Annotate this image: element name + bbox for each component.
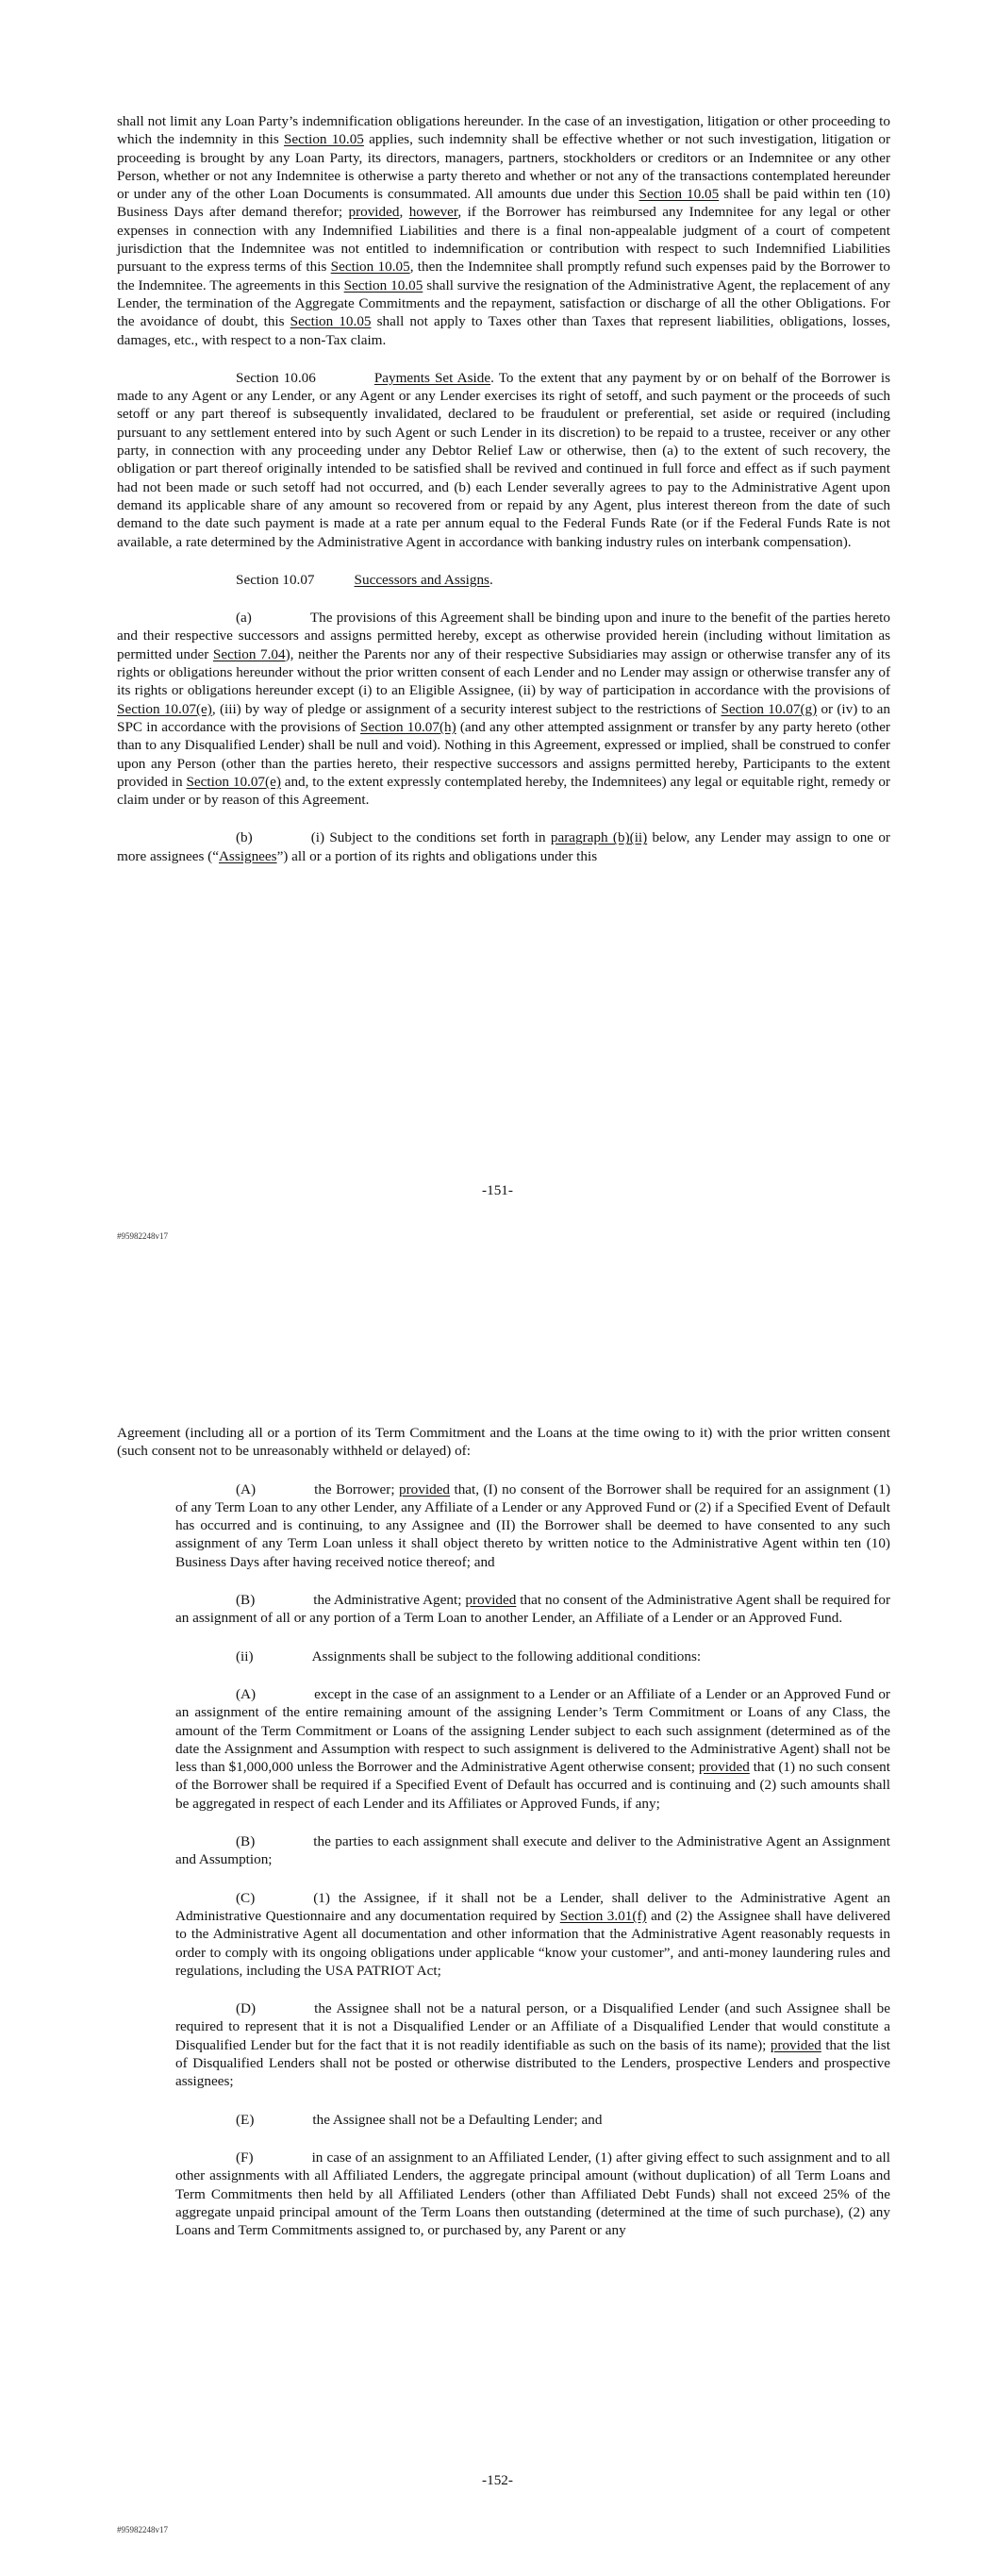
page-body: [117, 1424, 890, 2259]
section-reference: Section 10.05: [290, 313, 372, 330]
defined-term: provided: [698, 1759, 750, 1776]
clause-label: (B): [236, 1592, 256, 1609]
section-reference: Section 10.05: [638, 186, 720, 203]
clause-label: (ii): [236, 1648, 254, 1664]
clause-label: (A): [236, 1685, 257, 1702]
section-reference: Section 3.01(f): [559, 1907, 647, 1924]
section-reference: Section 10.07(e): [186, 773, 281, 790]
section-title: Successors and Assigns: [354, 571, 489, 588]
clause-label: (D): [236, 2000, 257, 2017]
section-number: Section 10.07: [236, 571, 315, 588]
condition-A-minimum-amount: (A) except in the case of an assignment to a Lender or an Affiliate of a Lender or an Approved Fund or an assignment of the entire remaining amount of the assigning Lender’s Term Commitment or Loans of any Class, the amount of the Term Commitment or Loans of the assigning Lender subject to each such assignment (determined as of the date the Assignment and Assumption with respect to such assignment is delivered to the Administrative Agent) shall not be less than $1,000,000 unless the Borrower and the Administrative Agent otherwise consent; provided that (1) no such consent of the Borrower shall be required if a Specified Event of Default has occurred and is continuing and (2) such amounts shall be aggregated in respect of each Lender and its Affiliates or Approved Funds, if any;: [175, 1685, 890, 1812]
section-reference: paragraph (b)(ii): [550, 829, 648, 846]
document-id: #95982248v17: [117, 2525, 168, 2534]
clause-label: (B): [236, 1833, 256, 1850]
section-number: Section 10.06: [236, 369, 316, 386]
defined-term: provided: [348, 204, 400, 221]
defined-term: provided: [399, 1480, 451, 1497]
clause-label: (F): [236, 2149, 254, 2166]
defined-term: provided: [770, 2036, 821, 2053]
clause-A-borrower: (A) the Borrower; provided that, (I) no consent of the Borrower shall be required for an assignment (1) of any Term Loan to any other Lender, any Affiliate of a Lender or any Approved Fund or (2) if a Specified Event of Default has occurred and is continuing, to any Assignee and (II) the Borrower shall be deemed to have consented to any such assignment of any Term Loan unless it shall object thereto by written notice to the Administrative Agent within ten (10) Business Days after having received notice thereof; and: [175, 1480, 890, 1570]
paragraph-section-10-05-continued: shall not limit any Loan Party’s indemnification obligations hereunder. In the case of an investigation, litigation or other proceeding to which the indemnity in this Section 10.05 applies, such indemnity shall be effective whether or not such investigation, litigation or proceeding is brought by any Loan Party, its directors, managers, partners, stockholders or creditors or an Indemnitee or any other Person, whether or not any Indemnitee is otherwise a party thereto and whether or not any of the transactions contemplated hereunder or under any of the other Loan Documents is consummated. All amounts due under this Section 10.05 shall be paid within ten (10) Business Days after demand therefor; provided, however, if the Borrower has reimbursed any Indemnitee for any legal or other expenses in connection with any Indemnified Liabilities and there is a final non-appealable judgment of a court of competent jurisdiction that the Indemnitee was not entitled to indemnification or contribution with respect to such Indemnified Liabilities pursuant to the express terms of this Section 10.05, then the Indemnitee shall promptly refund such expenses paid by the Borrower to the Indemnitee. The agreements in this Section 10.05 shall survive the resignation of the Administrative Agent, the replacement of any Lender, the termination of the Aggregate Commitments and the repayment, satisfaction or discharge of all the other Obligations. For the avoidance of doubt, this Section 10.05 shall not apply to Taxes other than Taxes that represent liabilities, obligations, losses, damages, etc., with respect to a non-Tax claim.: [117, 113, 890, 348]
condition-C-questionnaire: (C) (1) the Assignee, if it shall not be a Lender, shall deliver to the Administrative Agent an Administrative Questionnaire and any documentation required by Section 3.01(f) and (2) the Assignee shall have delivered to the Administrative Agent all documentation and other information that the Administrative Agent reasonably requests in order to comply with its ongoing obligations under applicable “know your customer”, and anti-money laundering rules and regulations, including the USA PATRIOT Act;: [175, 1889, 890, 1979]
page-body: [117, 112, 890, 885]
clause-B-administrative-agent: (B) the Administrative Agent; provided that no consent of the Administrative Agent shall be required for an assignment of all or any portion of a Term Loan to another Lender, an Affiliate of a Lender or an Approved Fund.: [175, 1592, 890, 1627]
paragraph-continued: Agreement (including all or a portion of its Term Commitment and the Loans at the time owing to it) with the prior written consent (such consent not to be unreasonably withheld or delayed) of:: [117, 1425, 890, 1460]
paragraph-10-07-b: (b) (i) Subject to the conditions set forth in paragraph (b)(ii) below, any Lender may assign to one or more assignees (“Assignees”) all or a portion of its rights and obligations under this: [117, 829, 890, 864]
clause-label: (A): [236, 1480, 257, 1497]
document-id: #95982248v17: [117, 1231, 168, 1241]
clause-label: (a): [236, 610, 252, 627]
section-reference: Section 10.07(h): [360, 718, 456, 735]
clause-ii-additional-conditions: (ii) Assignments shall be subject to the following additional conditions:: [236, 1648, 702, 1664]
section-10-07-heading: Section 10.07 Successors and Assigns.: [236, 571, 493, 588]
defined-term: provided: [465, 1592, 517, 1609]
section-reference: Section 10.05: [283, 131, 364, 148]
section-reference: Section 10.05: [330, 259, 410, 276]
section-title: Payments Set Aside: [373, 369, 491, 386]
defined-term: Assignees: [218, 847, 277, 864]
condition-D-natural-person: (D) the Assignee shall not be a natural person, or a Disqualified Lender (and such Assignee shall be required to represent that it is not a Disqualified Lender or an Affiliate of a Disqualified Lender that would constitute a Disqualified Lender but for the fact that it is not readily identifiable as such on the basis of its name); provided that the list of Disqualified Lenders shall not be posted or otherwise distributed to the Lenders, prospective Lenders and prospective assignees;: [175, 2000, 890, 2090]
clause-label: (E): [236, 2111, 255, 2128]
page-number: -151-: [482, 1182, 513, 1198]
condition-B-assignment-assumption: (B) the parties to each assignment shall execute and deliver to the Administrative Agent an Assignment and Assumption;: [175, 1833, 890, 1868]
paragraph-section-10-06: Section 10.06 Payments Set Aside. To the extent that any payment by or on behalf of the Borrower is made to any Agent or any Lender, or any Agent or any Lender exercises its right of setoff, and such payment or the proceeds of such setoff or any part thereof is subsequently invalidated, declared to be fraudulent or preferential, set aside or required (including pursuant to any settlement entered into by such Agent or such Lender in its discretion) to be repaid to a trustee, receiver or any other party, in connection with any proceeding under any Debtor Relief Law or otherwise, then (a) to the extent of such recovery, the obligation or part thereof originally intended to be satisfied shall be revived and continued in full force and effect as if such payment had not been made or such setoff had not occurred, and (b) each Lender severally agrees to pay to the Administrative Agent upon demand its applicable share of any amount so recovered from or repaid by any Agent, plus interest thereon from the date of such demand to the date such payment is made at a rate per annum equal to the Federal Funds Rate (or if the Federal Funds Rate is not available, a rate determined by the Administrative Agent in accordance with banking industry rules on interbank compensation).: [117, 369, 890, 550]
condition-F-affiliated-lender: (F) in case of an assignment to an Affiliated Lender, (1) after giving effect to such assignment and to all other assignments with all Affiliated Lenders, the aggregate principal amount (without duplication) of all Term Loans and Term Commitments then held by all Affiliated Lenders (other than Affiliated Debt Funds) shall not exceed 25% of the aggregate unpaid principal amount of the Term Loans then outstanding (determined at the time of such purchase), (2) any Loans and Term Commitments assigned to, or purchased by, any Parent or any: [175, 2149, 890, 2239]
condition-E-defaulting-lender: (E) the Assignee shall not be a Defaulting Lender; and: [236, 2111, 603, 2128]
page-number: -152-: [482, 2472, 513, 2488]
section-reference: Section 7.04: [212, 645, 286, 662]
section-reference: Section 10.07(e): [117, 700, 212, 717]
defined-term: however: [408, 204, 458, 221]
section-reference: Section 10.07(g): [721, 700, 818, 717]
document-page-152: [0, 1288, 995, 2576]
paragraph-10-07-a: (a) The provisions of this Agreement shall be binding upon and inure to the benefit of the parties hereto and their respective successors and assigns permitted hereby, except as otherwise provided herein (including without limitation as permitted under Section 7.04), neither the Parents nor any of their respective Subsidiaries may assign or otherwise transfer any of its rights or obligations hereunder without the prior written consent of each Lender and no Lender may assign or otherwise transfer any of its rights or obligations hereunder except (i) to an Eligible Assignee, (ii) by way of participation in accordance with the provisions of Section 10.07(e), (iii) by way of pledge or assignment of a security interest subject to the restrictions of Section 10.07(g) or (iv) to an SPC in accordance with the provisions of Section 10.07(h) (and any other attempted assignment or transfer by any party hereto (other than to any Disqualified Lender) shall be null and void). Nothing in this Agreement, expressed or implied, shall be construed to confer upon any Person (other than the parties hereto, their respective successors and assigns permitted hereby, Participants to the extent provided in Section 10.07(e) and, to the extent expressly contemplated hereby, the Indemnitees) any legal or equitable right, remedy or claim under or by reason of this Agreement.: [117, 610, 891, 809]
section-reference: Section 10.05: [343, 276, 423, 293]
clause-label: (b): [236, 829, 253, 846]
clause-label: (C): [236, 1889, 256, 1906]
